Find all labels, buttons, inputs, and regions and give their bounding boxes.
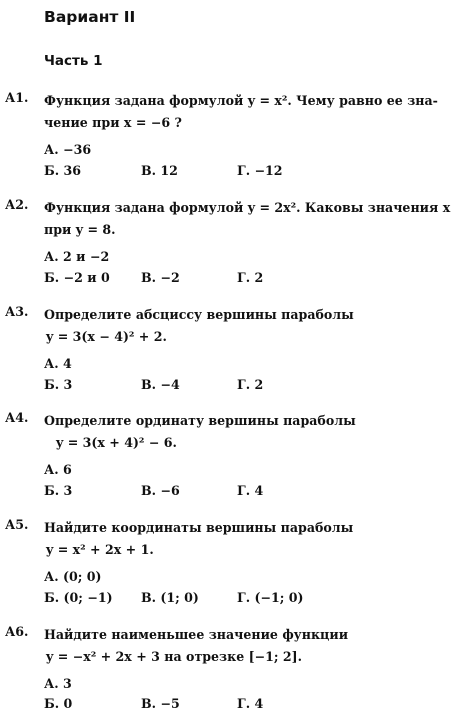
variant-title: Вариант II [44, 8, 136, 26]
question-number: А5. [5, 517, 29, 532]
question-text [44, 304, 454, 348]
question-line: y = 3(x + 4)² − 6. [56, 435, 177, 450]
part-title: Часть 1 [44, 53, 103, 69]
answer-a: А. 6 [44, 462, 72, 477]
answer-a: А. (0; 0) [44, 569, 102, 584]
answer-g: Г. −12 [237, 163, 283, 178]
answer-b: Б. (0; −1) [44, 590, 113, 605]
answer-b: Б. −2 и 0 [44, 270, 110, 285]
answer-b: Б. 3 [44, 483, 73, 498]
question-text [44, 624, 454, 668]
question-text [44, 197, 454, 241]
question-number: А3. [5, 304, 29, 319]
answer-v: В. (1; 0) [141, 590, 199, 605]
question-line: Определите абсциссу вершины параболы [44, 307, 354, 322]
answer-v: В. −6 [141, 483, 180, 498]
question-line: Найдите координаты вершины параболы [44, 520, 354, 535]
question-line: Найдите наименьшее значение функции [44, 627, 349, 642]
question-number: А2. [5, 197, 29, 212]
question-text [44, 410, 454, 454]
answer-v: В. −4 [141, 377, 180, 392]
answer-a: А. −36 [44, 142, 92, 157]
answer-b: Б. 3 [44, 377, 73, 392]
answer-g: Г. 4 [237, 696, 264, 711]
question-text [44, 517, 454, 561]
question-line: Функция задана формулой y = x². Чему равно ее зна- [44, 93, 438, 108]
question-line: y = x² + 2x + 1. [46, 542, 154, 557]
answer-b: Б. 0 [44, 696, 73, 711]
question-line: y = −x² + 2x + 3 на отрезке [−1; 2]. [46, 649, 303, 664]
answer-v: В. 12 [141, 163, 178, 178]
question-line: при y = 8. [44, 222, 116, 237]
answer-a: А. 3 [44, 676, 72, 691]
answer-v: В. −2 [141, 270, 180, 285]
question-number: А1. [5, 90, 29, 105]
answer-a: А. 2 и −2 [44, 249, 110, 264]
answer-g: Г. 2 [237, 377, 264, 392]
answer-b: Б. 36 [44, 163, 82, 178]
answer-g: Г. 4 [237, 483, 264, 498]
question-line: Определите ординату вершины параболы [44, 413, 356, 428]
question-number: А6. [5, 624, 29, 639]
answer-v: В. −5 [141, 696, 180, 711]
question-line: y = 3(x − 4)² + 2. [46, 329, 167, 344]
question-text [44, 90, 454, 134]
answer-a: А. 4 [44, 356, 72, 371]
question-line: Функция задана формулой y = 2x². Каковы значения x [44, 200, 451, 215]
question-number: А4. [5, 410, 29, 425]
question-line: чение при x = −6 ? [44, 115, 182, 130]
answer-g: Г. 2 [237, 270, 264, 285]
answer-g: Г. (−1; 0) [237, 590, 304, 605]
